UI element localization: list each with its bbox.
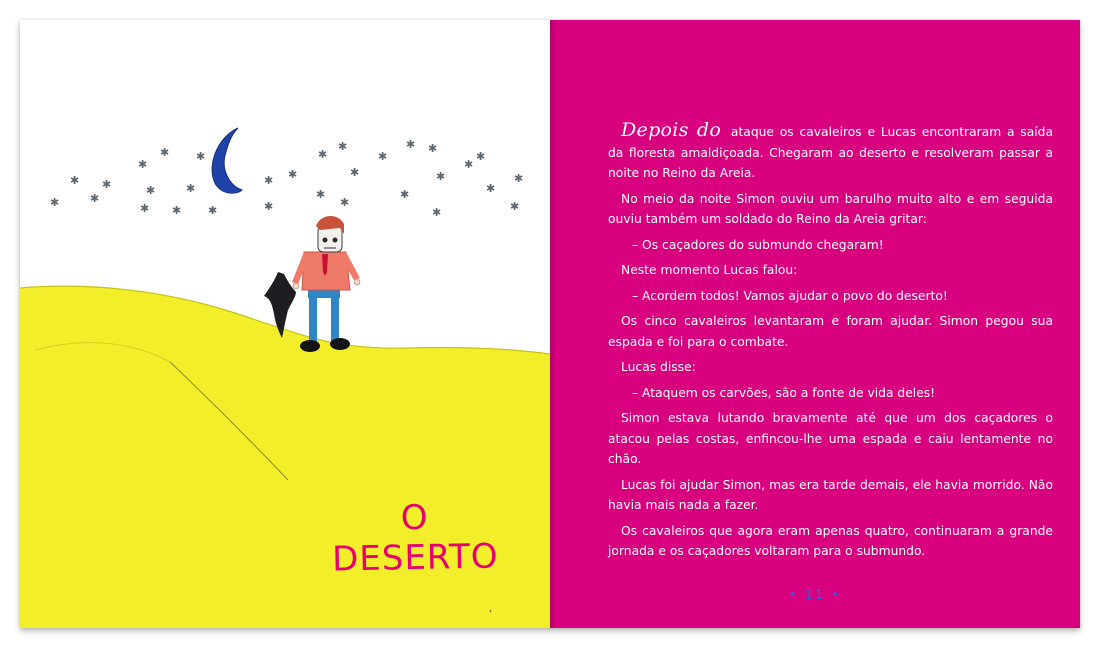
stars <box>50 138 523 219</box>
svg-text:✱: ✱ <box>340 196 350 209</box>
svg-text:✱: ✱ <box>160 146 170 159</box>
svg-text:✱: ✱ <box>486 182 496 195</box>
svg-text:✱: ✱ <box>102 178 112 191</box>
svg-text:✱: ✱ <box>428 142 438 155</box>
svg-text:✱: ✱ <box>510 200 520 213</box>
svg-text:✱: ✱ <box>172 204 182 217</box>
svg-text:✱: ✱ <box>400 188 410 201</box>
svg-text:✱: ✱ <box>288 168 298 181</box>
svg-text:✱: ✱ <box>318 148 328 161</box>
paragraph-7: Lucas foi ajudar Simon, mas era tarde demais, ele havia morrido. Não havia mais nada a fazer. <box>608 477 1053 512</box>
svg-text:✱: ✱ <box>514 172 524 185</box>
svg-text:✱: ✱ <box>146 184 156 197</box>
svg-text:✱: ✱ <box>186 182 196 195</box>
svg-text:✱: ✱ <box>316 188 326 201</box>
paragraph-5: Lucas disse: <box>621 360 696 374</box>
svg-text:✱: ✱ <box>264 200 274 213</box>
svg-text:✱: ✱ <box>476 150 486 163</box>
svg-text:✱: ✱ <box>90 192 100 205</box>
right-page-text <box>550 20 1080 628</box>
svg-text:✱: ✱ <box>196 150 206 163</box>
dialog-line-3: – Ataquem os carvões, são a fonte de vida deles! <box>632 385 936 400</box>
svg-text:✱: ✱ <box>140 202 150 215</box>
svg-text:✱: ✱ <box>378 150 388 163</box>
svg-text:✱: ✱ <box>436 170 446 183</box>
paragraph-8: Os cavaleiros que agora eram apenas quatro, continuaram a grande jornada e os caçadores voltaram para o submundo. <box>608 523 1053 558</box>
svg-text:✱: ✱ <box>406 138 416 151</box>
svg-text:✱: ✱ <box>208 204 218 217</box>
chapter-title: O DESERTO <box>331 497 499 580</box>
book-spine-shadow <box>550 20 556 628</box>
svg-text:✱: ✱ <box>350 166 360 179</box>
paragraph-6: Simon estava lutando bravamente até que um dos caçadores o atacou pelas costas, enfincou-lhe uma espada e caiu lentamente no chão. <box>608 411 1053 466</box>
page-number: • 11 • <box>788 588 842 603</box>
paragraph-4: Os cinco cavaleiros levantaram e foram ajudar. Simon pegou sua espada e foi para o combate. <box>608 314 1053 349</box>
boy-figure <box>292 216 360 352</box>
svg-text:✱: ✱ <box>138 158 148 171</box>
story-text <box>608 120 1053 567</box>
svg-text:✱: ✱ <box>338 140 348 153</box>
paragraph-1: Depois do ataque os cavaleiros e Lucas encontraram a saída da floresta amaldiçoada. Chegaram ao deserto e resolveram passar a noite no Reino da Areia. <box>608 119 1053 180</box>
svg-text:✱: ✱ <box>432 206 442 219</box>
dialog-line-1: – Os caçadores do submundo chegaram! <box>632 237 884 252</box>
svg-text:✱: ✱ <box>70 174 80 187</box>
book-spread <box>20 20 1080 628</box>
left-page-illustration <box>20 20 550 628</box>
moon-icon <box>212 128 242 193</box>
svg-text:✱: ✱ <box>264 174 274 187</box>
dialog-line-2: – Acordem todos! Vamos ajudar o povo do deserto! <box>632 288 948 303</box>
paragraph-2: No meio da noite Simon ouviu um barulho muito alto e em seguida ouviu também um soldado do Reino da Areia gritar: <box>608 191 1053 226</box>
svg-text:✱: ✱ <box>464 158 474 171</box>
paragraph-3: Neste momento Lucas falou: <box>621 263 798 277</box>
svg-text:✱: ✱ <box>50 196 60 209</box>
opening-words: Depois do <box>621 119 722 141</box>
